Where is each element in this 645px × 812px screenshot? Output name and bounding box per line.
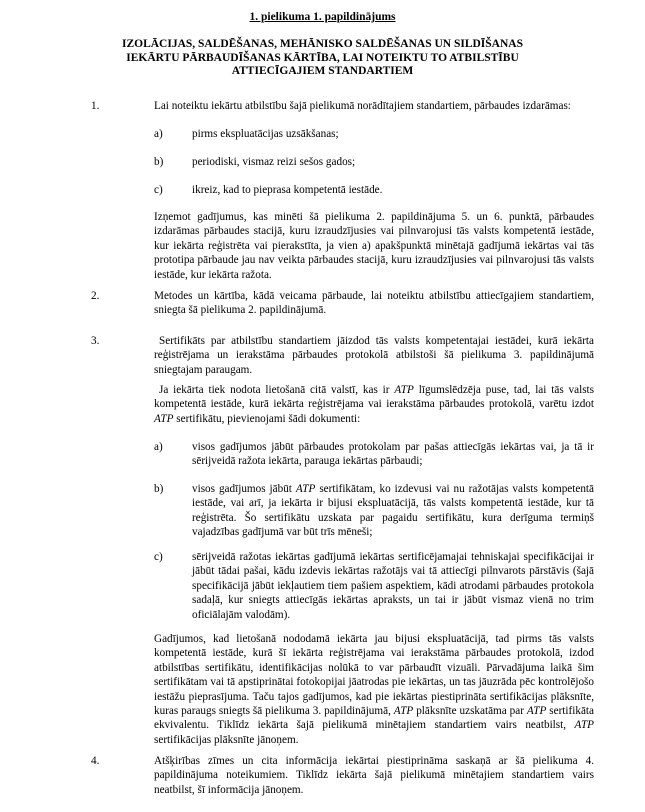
list-letter: b)	[154, 483, 164, 495]
heading-line-3: ATTIECĪGAJIEM STANDARTIEM	[231, 65, 414, 77]
section-3-number: 3.	[91, 335, 100, 347]
section-3-paragraph-3: Gadījumos, kad lietošanā nododamā iekārta jau bijusi ekspluatācijā, tad pirms tās valsts kompetentā iestāde, kurā šī iekārta reģistrējama vai ierakstāma pārbaudes protokolā, izdod atbilstības sertifikātu, identifikācijas nolūkā to var pārbaudīt vizuāli. Pārvadājuma laikā šim sertifikātam vai tā apstiprinātai fotokopijai jāatrodas pie iekārtas, un tas jāuzrāda pēc kontrolējošo iestāžu pieprasījuma. Taču tajos gadījumos, kad pie iekārtas piestiprināta sertifikācijas plāksnīte, kuras paraugs sniegts šā pielikuma 3. papildinājumā, ATP plāksnīte uzskatāma par ATP sertifikāta ekvivalentu. Tiklīdz iekārta šajā pielikumā minētajiem standartiem vairs neatbilst, ATP sertifikācijas plāksnīte jānoņem.	[154, 633, 595, 746]
document-heading	[0, 38, 645, 79]
heading-line-2: IEKĀRTU PĀRBAUDĪŠANAS KĀRTĪBA, LAI NOTEIKTU TO ATBILSTĪBU	[126, 51, 519, 64]
list-letter: c)	[154, 184, 163, 196]
section-2-number: 2.	[91, 290, 100, 302]
list-item-text: periodiski, vismaz reizi sešos gados;	[192, 156, 356, 168]
section-1-number: 1.	[91, 100, 100, 112]
section-3-paragraph-1: Sertifikāts par atbilstību standartiem jāizdod tās valsts kompetentajai iestādei, kurā iekārta reģistrējama un ierakstāma pārbaudes protokolā atbilstoši šā pielikuma 3. papildinājumā sniegtajam paraugam.	[154, 335, 594, 376]
list-letter: a)	[154, 441, 163, 453]
page-title: 1. pielikuma 1. papildinājums	[249, 11, 396, 23]
section-1-paragraph: Izņemot gadījumus, kas minēti šā pielikuma 2. papildinājuma 5. un 6. punktā, pārbaudes izdarāmas pārbaudes stacijā, kuru izraudzījusies vai pilnvarojusi tās valsts kompetentā iestāde, kur iekārta reģistrēta vai pierakstīta, ja vien a) apakšpunktā minētajā gadījumā iekārtas vai tās prototipa pārbaude jau nav veikta pārbaudes stacijā, kuru izraudzījusies vai pilnvarojusi tās valsts iestāde, kur iekārta ražota.	[154, 211, 594, 281]
list-item-text: visos gadījumos jābūt ATP sertifikātam, ko izdevusi vai nu ražotājas valsts kompetentā iestāde, vai arī, ja iekārta ir bijusi ekspluatācijā, tās valsts kompetentā iestāde, kur tā reģistrēta. Šo sertifikātu uzskata par pagaidu sertifikātu, kura derīguma termiņš vajadzības gadījumā var būt trīs mēneši;	[192, 483, 595, 539]
section-4-text: Atšķirības zīmes un cita informācija iekārtai piestiprināma saskaņā ar šā pielikuma 4. papildinājuma noteikumiem. Tiklīdz iekārta šajā pielikumā minētajiem standartiem vairs neatbilst, šī informācija jānoņem.	[154, 755, 594, 796]
list-item-text: pirms ekspluatācijas uzsākšanas;	[192, 128, 339, 140]
list-letter: b)	[154, 156, 164, 168]
section-2-text: Metodes un kārtība, kādā veicama pārbaude, lai noteiktu atbilstību attiecīgajiem standartiem, sniegta šā pielikuma 2. papildinājumā.	[154, 290, 594, 317]
section-3-paragraph-2: Ja iekārta tiek nodota lietošanā citā valstī, kas ir ATP līgumslēdzēja puse, tad, lai tās valsts kompetentā iestāde, kurā iekārta reģistrējama vai ierakstāma pārbaudes protokolā, varētu izdot ATP sertifikātu, pievienojami šādi dokumenti:	[154, 384, 595, 425]
section-1-intro: Lai noteiktu iekārtu atbilstību šajā pielikumā norādītajiem standartiem, pārbaudes izdarāmas:	[154, 100, 571, 112]
list-item-text: ikreiz, kad to pieprasa kompetentā iestāde.	[192, 184, 383, 196]
list-letter: c)	[154, 551, 163, 563]
list-letter: a)	[154, 128, 163, 140]
section-4-number: 4.	[91, 755, 100, 767]
heading-line-1: IZOLĀCIJAS, SALDĒŠANAS, MEHĀNISKO SALDĒŠANAS UN SILDĪŠANAS	[121, 38, 523, 50]
list-item-text: visos gadījumos jābūt pārbaudes protokolam par pašas attiecīgās iekārtas vai, ja tā ir sērijveidā ražota iekārta, parauga iekārtas pārbaudi;	[192, 441, 594, 468]
list-item-text: sērijveidā ražotas iekārtas gadījumā iekārtas sertificējamajai tehniskajai specifikācijai ir jābūt tādai pašai, kādu izdevis iekārtas ražotājs vai tā attiecīgi pilnvarots pārstāvis (šajā specifikācijā jābūt iekļautiem tiem pašiem aspektiem, kādi atrodami pārbaudes protokola sadaļā, kur sniegts attiecīgās iekārtas apraksts, un tai ir jābūt vismaz vienā no trim oficiālajām valodām).	[192, 551, 594, 621]
